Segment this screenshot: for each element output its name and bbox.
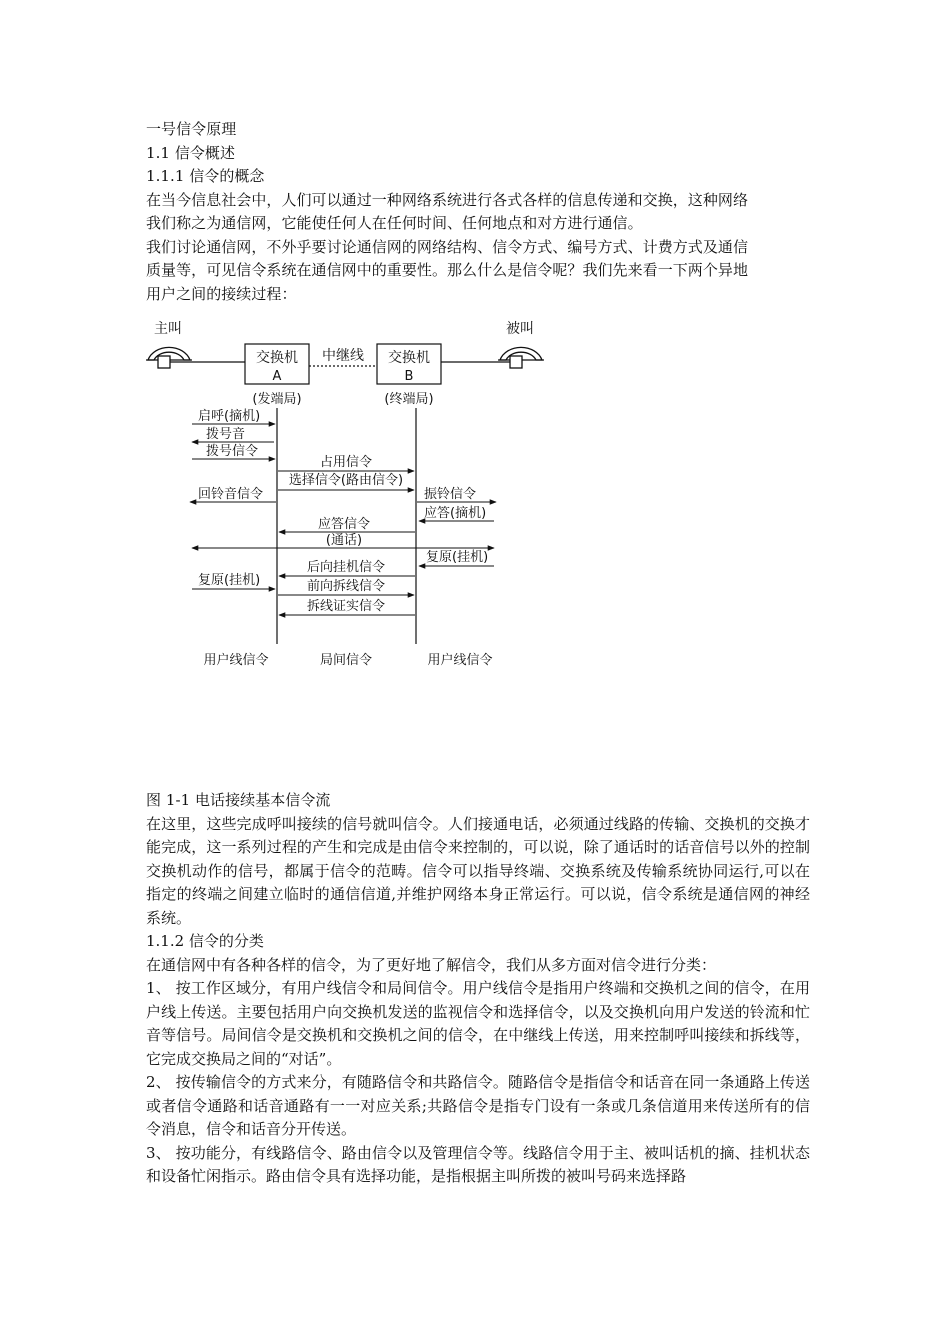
signal-restore-a: 复原(挂机): [198, 573, 261, 588]
switch-a-id: A: [272, 369, 282, 384]
signal-answer-offhook: 应答(摘机): [424, 506, 487, 521]
signal-offhook: 启呼(摘机): [198, 409, 261, 424]
signal-forward-release: 前向拆线信令: [306, 579, 386, 594]
callee-label: 被叫: [506, 321, 534, 337]
section-heading-1-1-1: 1.1.1 信令的概念: [146, 167, 265, 185]
paragraph-line: 质量等，可见信令系统在通信网中的重要性。那么什么是信令呢？我们先来看一下两个异地: [146, 261, 749, 279]
caller-phone-icon: [146, 347, 192, 368]
paragraph-line: 我们讨论通信网，不外乎要讨论通信网的网络结构、信令方式、编号方式、计费方式及通信: [146, 237, 749, 256]
footer-inter-office: 局间信令: [319, 653, 373, 668]
signal-seize: 占用信令: [319, 455, 373, 470]
paragraph-line: 用户之间的接续过程：: [146, 284, 297, 303]
paragraph-classification-intro: 在通信网中有各种各样的信令，为了更好地了解信令，我们从多方面对信令进行分类：: [146, 955, 717, 974]
switch-b-label: 交换机: [388, 350, 430, 366]
figure-caption: 图 1-1 电话接续基本信令流: [146, 791, 331, 809]
signal-select: 选择信令(路由信令): [288, 473, 404, 488]
paragraph-line: 在当今信息社会中，人们可以通过一种网络系统进行各式各样的信息传递和交换，这种网络: [146, 190, 749, 209]
signal-talk: (通话): [325, 533, 363, 548]
signal-ringing: 振铃信令: [424, 487, 477, 502]
switch-b-id: B: [404, 369, 414, 384]
footer-user-line-right: 用户线信令: [427, 653, 493, 668]
paragraph-line: 我们称之为通信网，它能使任何人在任何时间、任何地点和对方进行通信。: [146, 214, 643, 232]
list-item-function: 3、 按功能分，有线路信令、路由信令以及管理信令等。线路信令用于主、被叫话机的摘、挂机状态和设备忙闲指示。路由信令具有选择功能，是指根据主叫所拨的被叫号码来选择路: [146, 1143, 810, 1185]
callee-phone-icon: [498, 347, 544, 368]
office-b-label: (终端局): [384, 392, 434, 407]
signal-release-guard: 拆线证实信令: [306, 599, 386, 614]
intro-section: [146, 118, 810, 306]
caller-label: 主叫: [154, 321, 182, 337]
signal-backward-clear: 后向挂机信令: [306, 560, 386, 575]
body-text: [146, 813, 810, 1189]
section-heading-1-1-2: 1.1.2 信令的分类: [146, 932, 264, 950]
switch-a-label: 交换机: [256, 350, 298, 366]
signal-answer: 应答信令: [317, 517, 371, 532]
signal-dialing: 拨号信令: [206, 444, 259, 459]
section-heading-1-1: 1.1 信令概述: [146, 143, 236, 162]
office-a-label: (发端局): [252, 392, 302, 407]
signal-dialtone: 拨号音: [206, 427, 246, 442]
signaling-flow-diagram: [140, 316, 534, 676]
doc-title: 一号信令原理: [146, 120, 237, 138]
signal-ringback: 回铃音信令: [198, 487, 264, 502]
footer-user-line-left: 用户线信令: [203, 653, 269, 668]
signal-restore-b: 复原(挂机): [426, 550, 489, 565]
body-section: [146, 789, 810, 1189]
trunk-label: 中继线: [322, 348, 364, 364]
paragraph-signal-definition: 在这里，这些完成呼叫接续的信号就叫信令。人们接通电话，必须通过线路的传输、交换机的交换才能完成，这一系列过程的产生和完成是由信令来控制的，可以说，除了通话时的话音信号以外的控制交换机动作的信号，都属于信令的范畴。信令可以指导终端、交换系统及传输系统协同运行,可以在指定的终端之间建立临时的通信信道,并维护网络本身正常运行。可以说，信令系统是通信网的神经系统。: [146, 814, 810, 927]
list-item-work-area: 1、 按工作区域分，有用户线信令和局间信令。用户线信令是指用户终端和交换机之间的信令，在用户线上传送。主要包括用户向交换机发送的监视信令和选择信令，以及交换机向用户发送的铃流和忙音等信号。局间信令是交换机和交换机之间的信令，在中继线上传送，用来控制呼叫接续和拆线等，它完成交换局之间的“对话”。: [146, 979, 810, 1068]
list-item-transmission: 2、 按传输信令的方式来分，有随路信令和共路信令。随路信令是指信令和话音在同一条通路上传送或者信令通路和话音通路有一一对应关系;共路信令是指专门设有一条或几条信道用来传送所有的信令消息，信令和话音分开传送。: [146, 1073, 810, 1138]
